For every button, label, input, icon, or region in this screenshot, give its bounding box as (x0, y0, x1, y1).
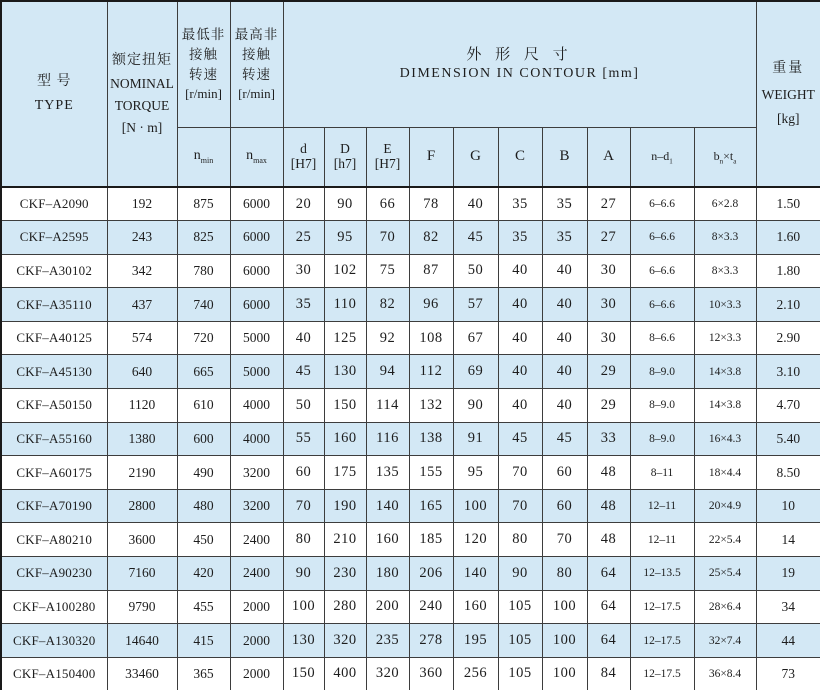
cell-n-d1: 12–11 (630, 489, 694, 523)
cell-torque: 342 (107, 254, 177, 288)
cell-n-max: 6000 (230, 288, 283, 322)
cell-dim-F: 87 (409, 254, 453, 288)
cell-n-min: 740 (177, 288, 230, 322)
cell-dim-G: 160 (453, 590, 498, 624)
cell-dim-G: 91 (453, 422, 498, 456)
cell-dim-A: 48 (587, 456, 630, 490)
cell-n-max: 4000 (230, 422, 283, 456)
cell-torque: 2800 (107, 489, 177, 523)
cell-keyway: 12×3.3 (694, 321, 756, 355)
cell-model: CKF–A55160 (1, 422, 107, 456)
table-row (1, 557, 820, 591)
cell-dim-A: 29 (587, 389, 630, 423)
cell-dim-E: 180 (366, 557, 409, 591)
cell-n-min: 420 (177, 557, 230, 591)
cell-dim-D: 102 (324, 254, 366, 288)
cell-weight: 10 (756, 489, 820, 523)
table-row (1, 321, 820, 355)
cell-n-max: 2400 (230, 523, 283, 557)
cell-n-min: 480 (177, 489, 230, 523)
header-col-n-d1: $n-d_1$ (630, 127, 694, 187)
cell-dim-F: 82 (409, 221, 453, 255)
cell-dim-A: 48 (587, 523, 630, 557)
cell-n-d1: 12–17.5 (630, 590, 694, 624)
cell-n-min: 825 (177, 221, 230, 255)
cell-dim-G: 50 (453, 254, 498, 288)
cell-dim-E: 94 (366, 355, 409, 389)
cell-n-max: 2000 (230, 657, 283, 690)
table-row (1, 288, 820, 322)
cell-dim-G: 90 (453, 389, 498, 423)
cell-dim-G: 140 (453, 557, 498, 591)
cell-dim-B: 70 (542, 523, 587, 557)
cell-dim-B: 40 (542, 321, 587, 355)
cell-dim-C: 40 (498, 355, 542, 389)
cell-dim-d: 25 (283, 221, 324, 255)
cell-model: CKF–A30102 (1, 254, 107, 288)
cell-dim-D: 110 (324, 288, 366, 322)
cell-dim-D: 160 (324, 422, 366, 456)
cell-keyway: 28×6.4 (694, 590, 756, 624)
table-row (1, 590, 820, 624)
cell-model: CKF–A35110 (1, 288, 107, 322)
cell-dim-F: 240 (409, 590, 453, 624)
header-weight-en: WEIGHT (761, 86, 815, 102)
cell-model: CKF–A2090 (1, 187, 107, 221)
cell-dim-E: 116 (366, 422, 409, 456)
cell-model: CKF–A40125 (1, 321, 107, 355)
cell-dim-A: 30 (587, 321, 630, 355)
cell-keyway: 6×2.8 (694, 187, 756, 221)
cell-dim-F: 112 (409, 355, 453, 389)
cell-dim-B: 80 (542, 557, 587, 591)
cell-dim-C: 80 (498, 523, 542, 557)
cell-dim-d: 55 (283, 422, 324, 456)
cell-dim-d: 90 (283, 557, 324, 591)
cell-dim-D: 90 (324, 187, 366, 221)
cell-model: CKF–A130320 (1, 624, 107, 658)
cell-torque: 243 (107, 221, 177, 255)
header-n-min-title: 最低非 接触 转速 [r/min] (177, 1, 230, 127)
cell-dim-d: 80 (283, 523, 324, 557)
table-row (1, 456, 820, 490)
cell-dim-C: 70 (498, 489, 542, 523)
cell-keyway: 32×7.4 (694, 624, 756, 658)
cell-dim-B: 60 (542, 456, 587, 490)
cell-n-min: 665 (177, 355, 230, 389)
cell-weight: 1.50 (756, 187, 820, 221)
table-row (1, 489, 820, 523)
cell-dim-A: 33 (587, 422, 630, 456)
cell-dim-G: 67 (453, 321, 498, 355)
header-col-keyway: $b_n\times t_a$ (694, 127, 756, 187)
cell-weight: 4.70 (756, 389, 820, 423)
cell-weight: 73 (756, 657, 820, 690)
cell-keyway: 8×3.3 (694, 254, 756, 288)
header-dimension-group (283, 1, 756, 127)
cell-keyway: 36×8.4 (694, 657, 756, 690)
header-col-C: C (498, 127, 542, 187)
table-row (1, 523, 820, 557)
cell-n-d1: 6–6.6 (630, 221, 694, 255)
cell-dim-B: 100 (542, 624, 587, 658)
cell-dim-F: 96 (409, 288, 453, 322)
cell-n-d1: 6–6.6 (630, 288, 694, 322)
cell-n-max: 6000 (230, 254, 283, 288)
cell-n-min: 610 (177, 389, 230, 423)
cell-keyway: 14×3.8 (694, 389, 756, 423)
cell-model: CKF–A70190 (1, 489, 107, 523)
cell-weight: 2.90 (756, 321, 820, 355)
header-n-min-symbol: $n_{min}$ (177, 127, 230, 187)
cell-dim-A: 84 (587, 657, 630, 690)
cell-torque: 2190 (107, 456, 177, 490)
cell-dim-d: 30 (283, 254, 324, 288)
table-row (1, 624, 820, 658)
cell-weight: 5.40 (756, 422, 820, 456)
cell-dim-E: 75 (366, 254, 409, 288)
cell-torque: 192 (107, 187, 177, 221)
header-col-D: D [h7] (324, 127, 366, 187)
cell-dim-B: 100 (542, 657, 587, 690)
cell-dim-D: 175 (324, 456, 366, 490)
cell-dim-B: 35 (542, 187, 587, 221)
cell-torque: 7160 (107, 557, 177, 591)
cell-dim-B: 60 (542, 489, 587, 523)
header-weight-unit: [kg] (777, 111, 800, 127)
header-weight (756, 1, 820, 187)
cell-dim-C: 45 (498, 422, 542, 456)
cell-dim-B: 100 (542, 590, 587, 624)
header-col-G: G (453, 127, 498, 187)
cell-dim-G: 195 (453, 624, 498, 658)
cell-dim-F: 360 (409, 657, 453, 690)
cell-dim-D: 320 (324, 624, 366, 658)
cell-n-min: 780 (177, 254, 230, 288)
cell-dim-D: 210 (324, 523, 366, 557)
table-row (1, 187, 820, 221)
cell-n-max: 5000 (230, 355, 283, 389)
table-row (1, 389, 820, 423)
cell-torque: 9790 (107, 590, 177, 624)
cell-model: CKF–A150400 (1, 657, 107, 690)
cell-dim-C: 105 (498, 590, 542, 624)
cell-dim-D: 400 (324, 657, 366, 690)
cell-keyway: 16×4.3 (694, 422, 756, 456)
header-torque-en2: TORQUE (114, 97, 170, 113)
cell-dim-d: 45 (283, 355, 324, 389)
cell-n-max: 3200 (230, 456, 283, 490)
cell-model: CKF–A45130 (1, 355, 107, 389)
cell-dim-E: 70 (366, 221, 409, 255)
cell-keyway: 14×3.8 (694, 355, 756, 389)
header-torque-en1: NOMINAL (110, 75, 174, 91)
cell-keyway: 18×4.4 (694, 456, 756, 490)
cell-dim-C: 40 (498, 254, 542, 288)
cell-n-d1: 8–9.0 (630, 355, 694, 389)
cell-n-max: 2000 (230, 624, 283, 658)
table-row (1, 355, 820, 389)
cell-n-min: 600 (177, 422, 230, 456)
cell-dim-E: 140 (366, 489, 409, 523)
cell-dim-E: 92 (366, 321, 409, 355)
cell-weight: 19 (756, 557, 820, 591)
cell-n-min: 415 (177, 624, 230, 658)
header-col-F: F (409, 127, 453, 187)
cell-weight: 44 (756, 624, 820, 658)
cell-n-min: 455 (177, 590, 230, 624)
cell-keyway: 8×3.3 (694, 221, 756, 255)
cell-dim-A: 27 (587, 221, 630, 255)
cell-n-min: 365 (177, 657, 230, 690)
table-row (1, 657, 820, 690)
cell-n-d1: 8–6.6 (630, 321, 694, 355)
cell-n-min: 490 (177, 456, 230, 490)
cell-dim-A: 64 (587, 624, 630, 658)
cell-dim-C: 90 (498, 557, 542, 591)
cell-model: CKF–A90230 (1, 557, 107, 591)
cell-n-min: 720 (177, 321, 230, 355)
cell-dim-A: 29 (587, 355, 630, 389)
cell-n-min: 450 (177, 523, 230, 557)
header-n-max-title: 最高非 接触 转速 [r/min] (230, 1, 283, 127)
cell-dim-C: 40 (498, 288, 542, 322)
cell-weight: 34 (756, 590, 820, 624)
cell-dim-C: 35 (498, 221, 542, 255)
cell-n-max: 2000 (230, 590, 283, 624)
cell-dim-E: 200 (366, 590, 409, 624)
cell-dim-G: 120 (453, 523, 498, 557)
cell-weight: 1.80 (756, 254, 820, 288)
cell-torque: 640 (107, 355, 177, 389)
cell-dim-D: 230 (324, 557, 366, 591)
cell-dim-B: 35 (542, 221, 587, 255)
cell-model: CKF–A100280 (1, 590, 107, 624)
cell-dim-E: 66 (366, 187, 409, 221)
cell-model: CKF–A2595 (1, 221, 107, 255)
cell-dim-F: 138 (409, 422, 453, 456)
cell-dim-C: 105 (498, 624, 542, 658)
header-col-A: A (587, 127, 630, 187)
header-dimension-zh: 外 形 尺 寸 (466, 46, 573, 63)
cell-torque: 1120 (107, 389, 177, 423)
cell-dim-D: 280 (324, 590, 366, 624)
cell-model: CKF–A50150 (1, 389, 107, 423)
cell-torque: 14640 (107, 624, 177, 658)
cell-dim-F: 165 (409, 489, 453, 523)
cell-dim-C: 105 (498, 657, 542, 690)
header-col-B: B (542, 127, 587, 187)
cell-n-max: 5000 (230, 321, 283, 355)
cell-model: CKF–A60175 (1, 456, 107, 490)
cell-dim-d: 40 (283, 321, 324, 355)
header-type-zh: 型 号 (37, 73, 72, 89)
cell-n-max: 3200 (230, 489, 283, 523)
cell-torque: 3600 (107, 523, 177, 557)
cell-n-d1: 8–9.0 (630, 389, 694, 423)
cell-n-d1: 12–13.5 (630, 557, 694, 591)
cell-dim-A: 64 (587, 590, 630, 624)
cell-dim-d: 100 (283, 590, 324, 624)
cell-torque: 1380 (107, 422, 177, 456)
cell-dim-D: 125 (324, 321, 366, 355)
cell-weight: 2.10 (756, 288, 820, 322)
cell-n-d1: 6–6.6 (630, 187, 694, 221)
cell-dim-E: 82 (366, 288, 409, 322)
cell-dim-G: 40 (453, 187, 498, 221)
cell-dim-B: 45 (542, 422, 587, 456)
cell-dim-d: 60 (283, 456, 324, 490)
cell-weight: 14 (756, 523, 820, 557)
cell-dim-A: 30 (587, 288, 630, 322)
cell-weight: 3.10 (756, 355, 820, 389)
cell-weight: 1.60 (756, 221, 820, 255)
table-row (1, 422, 820, 456)
cell-dim-d: 20 (283, 187, 324, 221)
cell-dim-D: 190 (324, 489, 366, 523)
cell-torque: 437 (107, 288, 177, 322)
cell-dim-A: 64 (587, 557, 630, 591)
cell-dim-d: 150 (283, 657, 324, 690)
cell-dim-d: 35 (283, 288, 324, 322)
cell-n-d1: 6–6.6 (630, 254, 694, 288)
cell-dim-B: 40 (542, 288, 587, 322)
cell-torque: 574 (107, 321, 177, 355)
cell-dim-F: 278 (409, 624, 453, 658)
cell-keyway: 10×3.3 (694, 288, 756, 322)
cell-keyway: 25×5.4 (694, 557, 756, 591)
cell-dim-A: 27 (587, 187, 630, 221)
cell-n-max: 4000 (230, 389, 283, 423)
cell-n-d1: 8–11 (630, 456, 694, 490)
cell-dim-C: 40 (498, 389, 542, 423)
table-row (1, 254, 820, 288)
cell-dim-G: 95 (453, 456, 498, 490)
cell-n-max: 2400 (230, 557, 283, 591)
cell-dim-C: 70 (498, 456, 542, 490)
header-dimension-en: DIMENSION IN CONTOUR [mm] (399, 65, 640, 81)
cell-dim-C: 40 (498, 321, 542, 355)
cell-dim-F: 108 (409, 321, 453, 355)
cell-n-d1: 12–17.5 (630, 624, 694, 658)
cell-dim-G: 69 (453, 355, 498, 389)
cell-n-d1: 12–17.5 (630, 657, 694, 690)
cell-model: CKF–A80210 (1, 523, 107, 557)
cell-dim-F: 185 (409, 523, 453, 557)
cell-dim-F: 155 (409, 456, 453, 490)
cell-dim-G: 100 (453, 489, 498, 523)
table-body (1, 187, 820, 690)
cell-dim-E: 160 (366, 523, 409, 557)
cell-dim-B: 40 (542, 389, 587, 423)
header-col-d: d [H7] (283, 127, 324, 187)
header-type (1, 1, 107, 187)
header-col-E: E [H7] (366, 127, 409, 187)
cell-weight: 8.50 (756, 456, 820, 490)
cell-dim-C: 35 (498, 187, 542, 221)
cell-n-d1: 8–9.0 (630, 422, 694, 456)
cell-dim-D: 150 (324, 389, 366, 423)
header-row-main (1, 1, 820, 127)
header-torque-zh: 额定扭矩 (112, 52, 172, 68)
cell-dim-E: 114 (366, 389, 409, 423)
cell-dim-F: 78 (409, 187, 453, 221)
header-torque-unit: [N · m] (121, 119, 163, 135)
cell-n-min: 875 (177, 187, 230, 221)
header-type-en: TYPE (34, 98, 74, 113)
cell-dim-D: 95 (324, 221, 366, 255)
cell-dim-d: 130 (283, 624, 324, 658)
table-header (1, 1, 820, 187)
cell-dim-D: 130 (324, 355, 366, 389)
cell-dim-E: 320 (366, 657, 409, 690)
cell-dim-E: 135 (366, 456, 409, 490)
cell-dim-B: 40 (542, 254, 587, 288)
cell-n-max: 6000 (230, 221, 283, 255)
cell-dim-G: 57 (453, 288, 498, 322)
cell-dim-F: 132 (409, 389, 453, 423)
header-weight-zh: 重量 (772, 61, 805, 77)
cell-keyway: 22×5.4 (694, 523, 756, 557)
cell-keyway: 20×4.9 (694, 489, 756, 523)
cell-dim-A: 30 (587, 254, 630, 288)
cell-torque: 33460 (107, 657, 177, 690)
cell-dim-G: 256 (453, 657, 498, 690)
cell-dim-A: 48 (587, 489, 630, 523)
cell-dim-d: 70 (283, 489, 324, 523)
cell-dim-F: 206 (409, 557, 453, 591)
cell-dim-d: 50 (283, 389, 324, 423)
cell-n-max: 6000 (230, 187, 283, 221)
cell-dim-B: 40 (542, 355, 587, 389)
cell-dim-E: 235 (366, 624, 409, 658)
cell-n-d1: 12–11 (630, 523, 694, 557)
cell-dim-G: 45 (453, 221, 498, 255)
header-nominal-torque (107, 1, 177, 187)
header-n-max-symbol: $n_{max}$ (230, 127, 283, 187)
table-row (1, 221, 820, 255)
